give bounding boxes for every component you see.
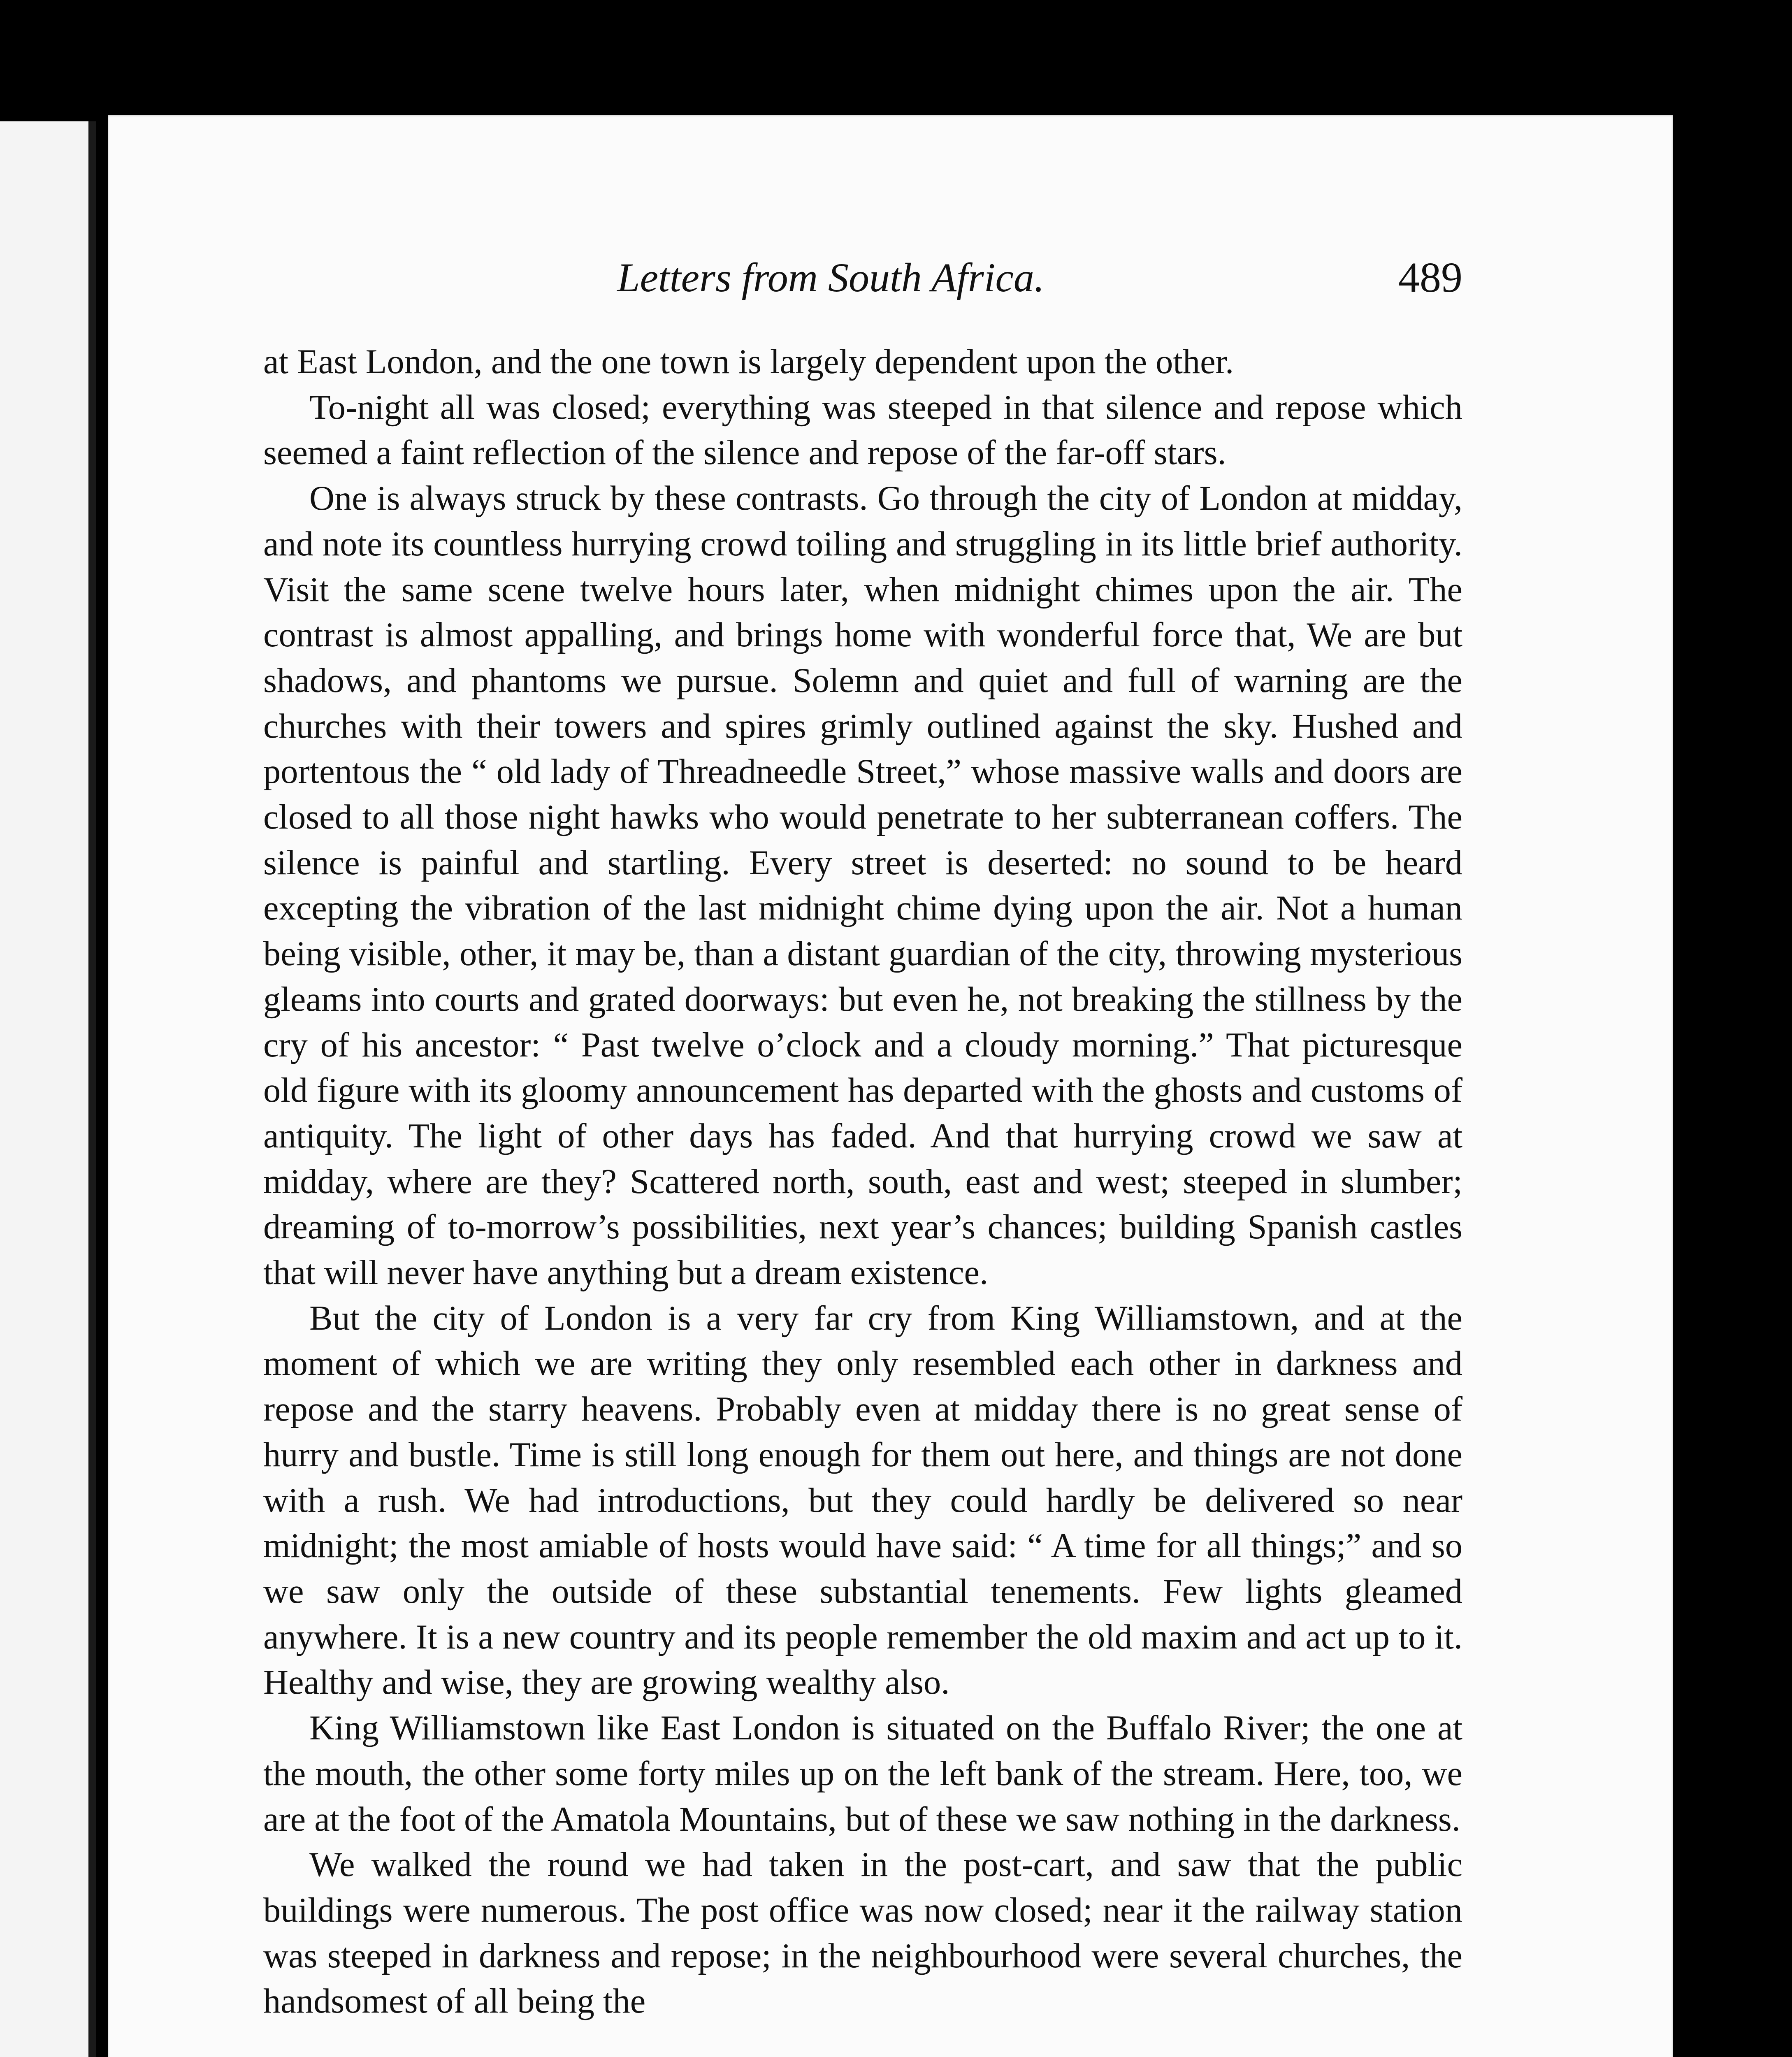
paragraph: One is always struck by these contrasts. Go through the city of London at midday, and note its countless hurrying crowd toiling and struggling in its little brief authority. Visit the same scene twelve hours later, when midnight chimes upon the air. The contrast is almost appalling, and brings home with wonderful force that, We are but shadows, and phantoms we pursue. Solemn and quiet and full of warning are the churches with their towers and spires grimly outlined against the sky. Hushed and portentous the “ old lady of Threadneedle Street,” whose massive walls and doors are closed to all those night hawks who would penetrate to her subterranean coffers. The silence is painful and startling. Every street is deserted: no sound to be heard excepting the vibration of the last midnight chime dying upon the air. Not a human being visible, other, it may be, than a distant guardian of the city, throwing mysterious gleams into courts and grated doorways: but even he, not breaking the stillness by the cry of his ancestor: “ Past twelve o’clock and a cloudy morning.” That picturesque old figure with its gloomy announcement has departed with the ghosts and customs of antiquity. The light of other days has faded. And that hurrying crowd we saw at midday, where are they? Scattered north, south, east and west; steeped in slumber; dreaming of to-morrow’s possibilities, next year’s chances; building Spanish castles that will never have anything but a dream existence. — [263, 479, 1462, 1292]
paragraph: To-night all was closed; everything was steeped in that silence and repose which seemed a faint reflection of the silence and repose of the far-off stars. — [263, 388, 1462, 472]
paragraph-continued: at East London, and the one town is largely dependent upon the other. — [263, 343, 1234, 381]
paragraph: But the city of London is a very far cry from King Williamstown, and at the moment of which we are writing they only resembled each other in darkness and repose and the starry heavens. Probably even at midday there is no great sense of hurry and bustle. Time is still long enough for them out here, and things are not done with a rush. We had introductions, but they could hardly be delivered so near midnight; the most amiable of hosts would have said: “ A time for all things;” and so we saw only the outside of these substantial tenements. Few lights gleamed anywhere. It is a new country and its people remember the old maxim and act up to it. Healthy and wise, they are growing wealthy also. — [263, 1299, 1462, 1702]
page-number: 489 — [1398, 254, 1462, 301]
paragraph: We walked the round we had taken in the post-cart, and saw that the public buildings were numerous. The post office was now closed; near it the railway station was steeped in darkness and repose; in the neighbourhood were several churches, the handsomest of all being the — [263, 1846, 1462, 2021]
page-header — [498, 247, 1473, 309]
page-body — [263, 339, 1462, 2024]
paragraph: King Williamstown like East London is situated on the Buffalo River; the one at the mouth, the other some forty miles up on the left bank of the stream. Here, too, we are at the foot of the Amatola Mountains, but of these we saw nothing in the darkness. — [263, 1709, 1462, 1839]
running-title: Letters from South Africa. — [617, 255, 1045, 300]
facing-page-edge — [0, 121, 96, 2057]
